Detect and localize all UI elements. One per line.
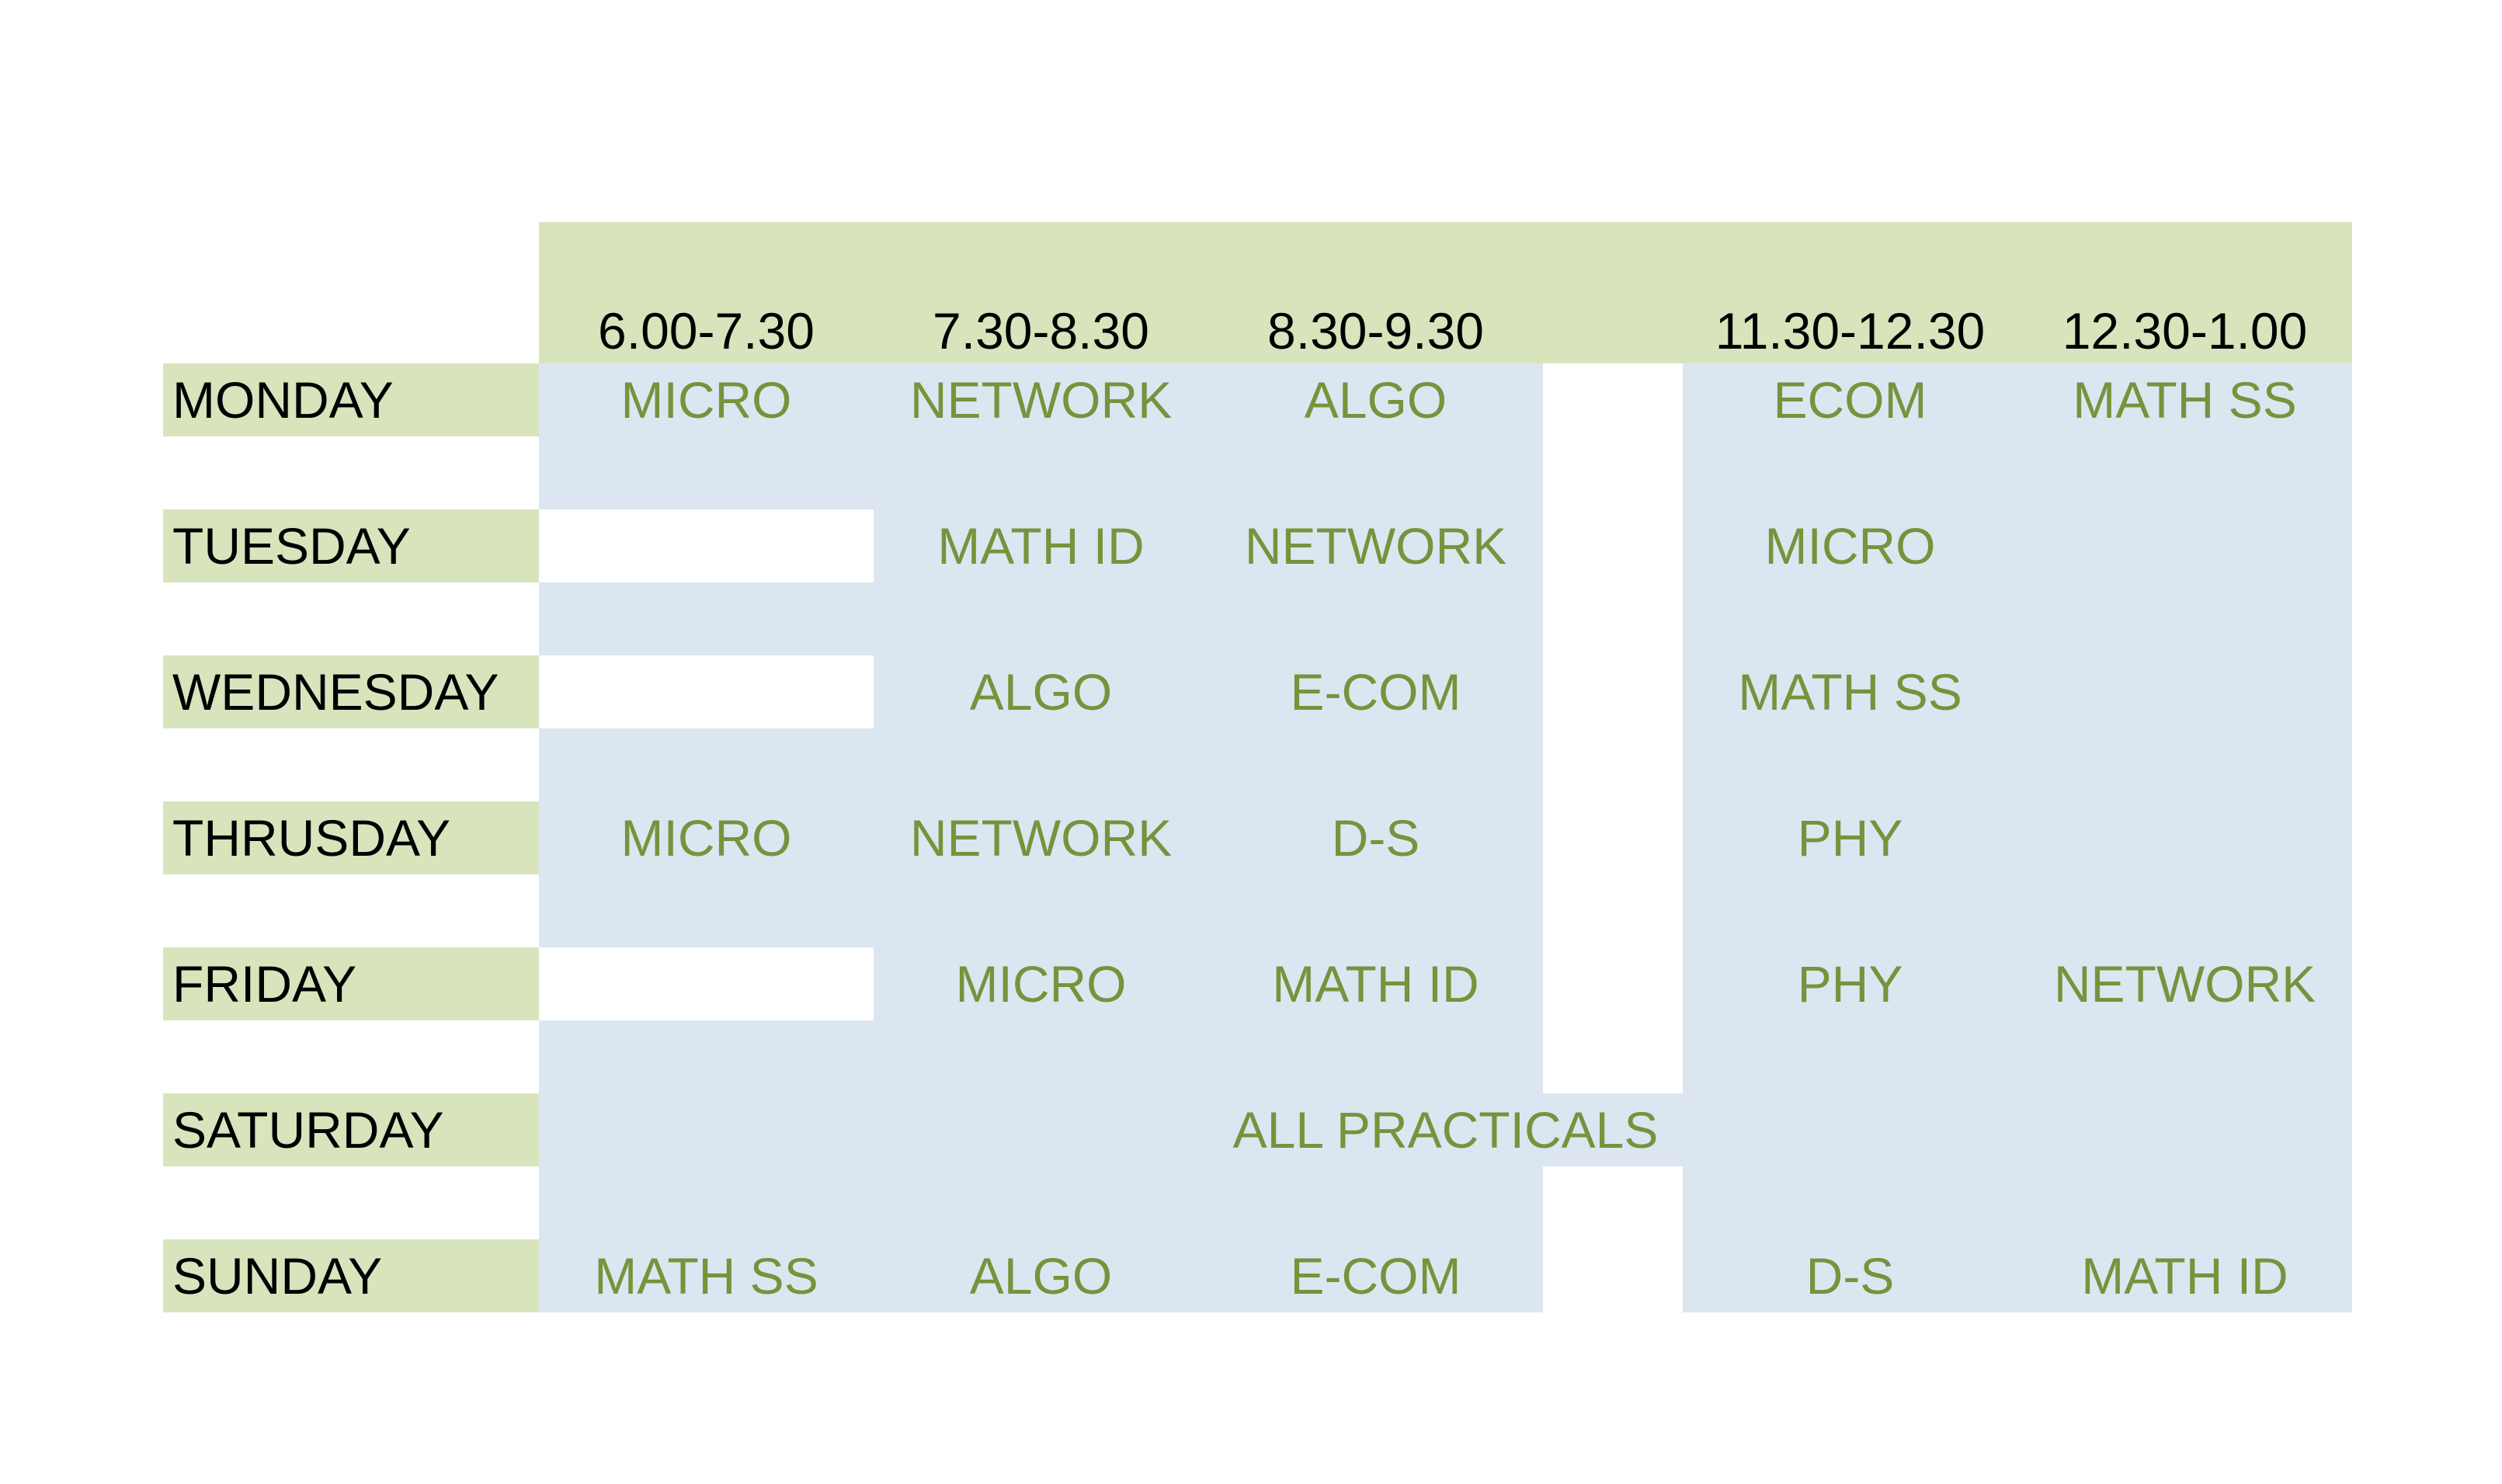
time-slot-header: 7.30-8.30 (874, 222, 1208, 363)
spacer-row (539, 582, 1543, 655)
class-cell: MATH SS (2017, 363, 2352, 436)
day-label: SUNDAY (163, 1239, 539, 1312)
time-slot-header: 6.00-7.30 (539, 222, 874, 363)
day-label: FRIDAY (163, 947, 539, 1020)
class-cell: E-COM (1208, 1239, 1543, 1312)
time-slot-header: 8.30-9.30 (1208, 222, 1543, 363)
break-column (1543, 363, 1683, 1166)
spacer-row (1683, 1166, 2352, 1239)
spacer-row (539, 874, 1543, 947)
class-cell: MATH ID (1208, 947, 1543, 1020)
spacer-row (539, 1020, 1543, 1093)
corner-cell (163, 222, 539, 363)
class-cell: MICRO (874, 947, 1208, 1020)
spacer-row (1683, 436, 2352, 509)
day-label: TUESDAY (163, 509, 539, 582)
class-cell: MICRO (1683, 509, 2017, 582)
class-cell: D-S (1683, 1239, 2017, 1312)
class-cell: NETWORK (2017, 947, 2352, 1020)
class-cell (2017, 801, 2352, 874)
spacer-row (1683, 728, 2352, 801)
all-practicals-cell: ALL PRACTICALS (539, 1093, 2352, 1166)
day-label: SATURDAY (163, 1093, 539, 1166)
empty-slot (539, 509, 874, 582)
class-cell: ALGO (1208, 363, 1543, 436)
class-cell: MICRO (539, 801, 874, 874)
class-cell (2017, 509, 2352, 582)
time-slot-header: 11.30-12.30 (1683, 222, 2017, 363)
day-label: WEDNESDAY (163, 655, 539, 728)
empty-slot (539, 655, 874, 728)
spacer-row (1683, 874, 2352, 947)
empty-slot (539, 947, 874, 1020)
spacer-row (539, 1166, 1543, 1239)
class-cell: NETWORK (874, 801, 1208, 874)
timetable (163, 222, 2352, 1312)
class-cell: MATH SS (1683, 655, 2017, 728)
spacer-row (1683, 582, 2352, 655)
class-cell: PHY (1683, 947, 2017, 1020)
day-label: THRUSDAY (163, 801, 539, 874)
class-cell: D-S (1208, 801, 1543, 874)
class-cell: E-COM (1208, 655, 1543, 728)
class-cell: NETWORK (874, 363, 1208, 436)
class-cell: MATH ID (874, 509, 1208, 582)
spacer-row (539, 436, 1543, 509)
spacer-row (539, 728, 1543, 801)
class-cell: MICRO (539, 363, 874, 436)
class-cell: NETWORK (1208, 509, 1543, 582)
class-cell: MATH ID (2017, 1239, 2352, 1312)
break-column (1543, 1166, 1683, 1312)
class-cell: ECOM (1683, 363, 2017, 436)
class-cell: PHY (1683, 801, 2017, 874)
time-slot-header-break (1543, 222, 1683, 363)
class-cell: MATH SS (539, 1239, 874, 1312)
day-label: MONDAY (163, 363, 539, 436)
class-cell: ALGO (874, 655, 1208, 728)
spacer-row (1683, 1020, 2352, 1093)
class-cell: ALGO (874, 1239, 1208, 1312)
time-slot-header: 12.30-1.00 (2017, 222, 2352, 363)
class-cell (2017, 655, 2352, 728)
